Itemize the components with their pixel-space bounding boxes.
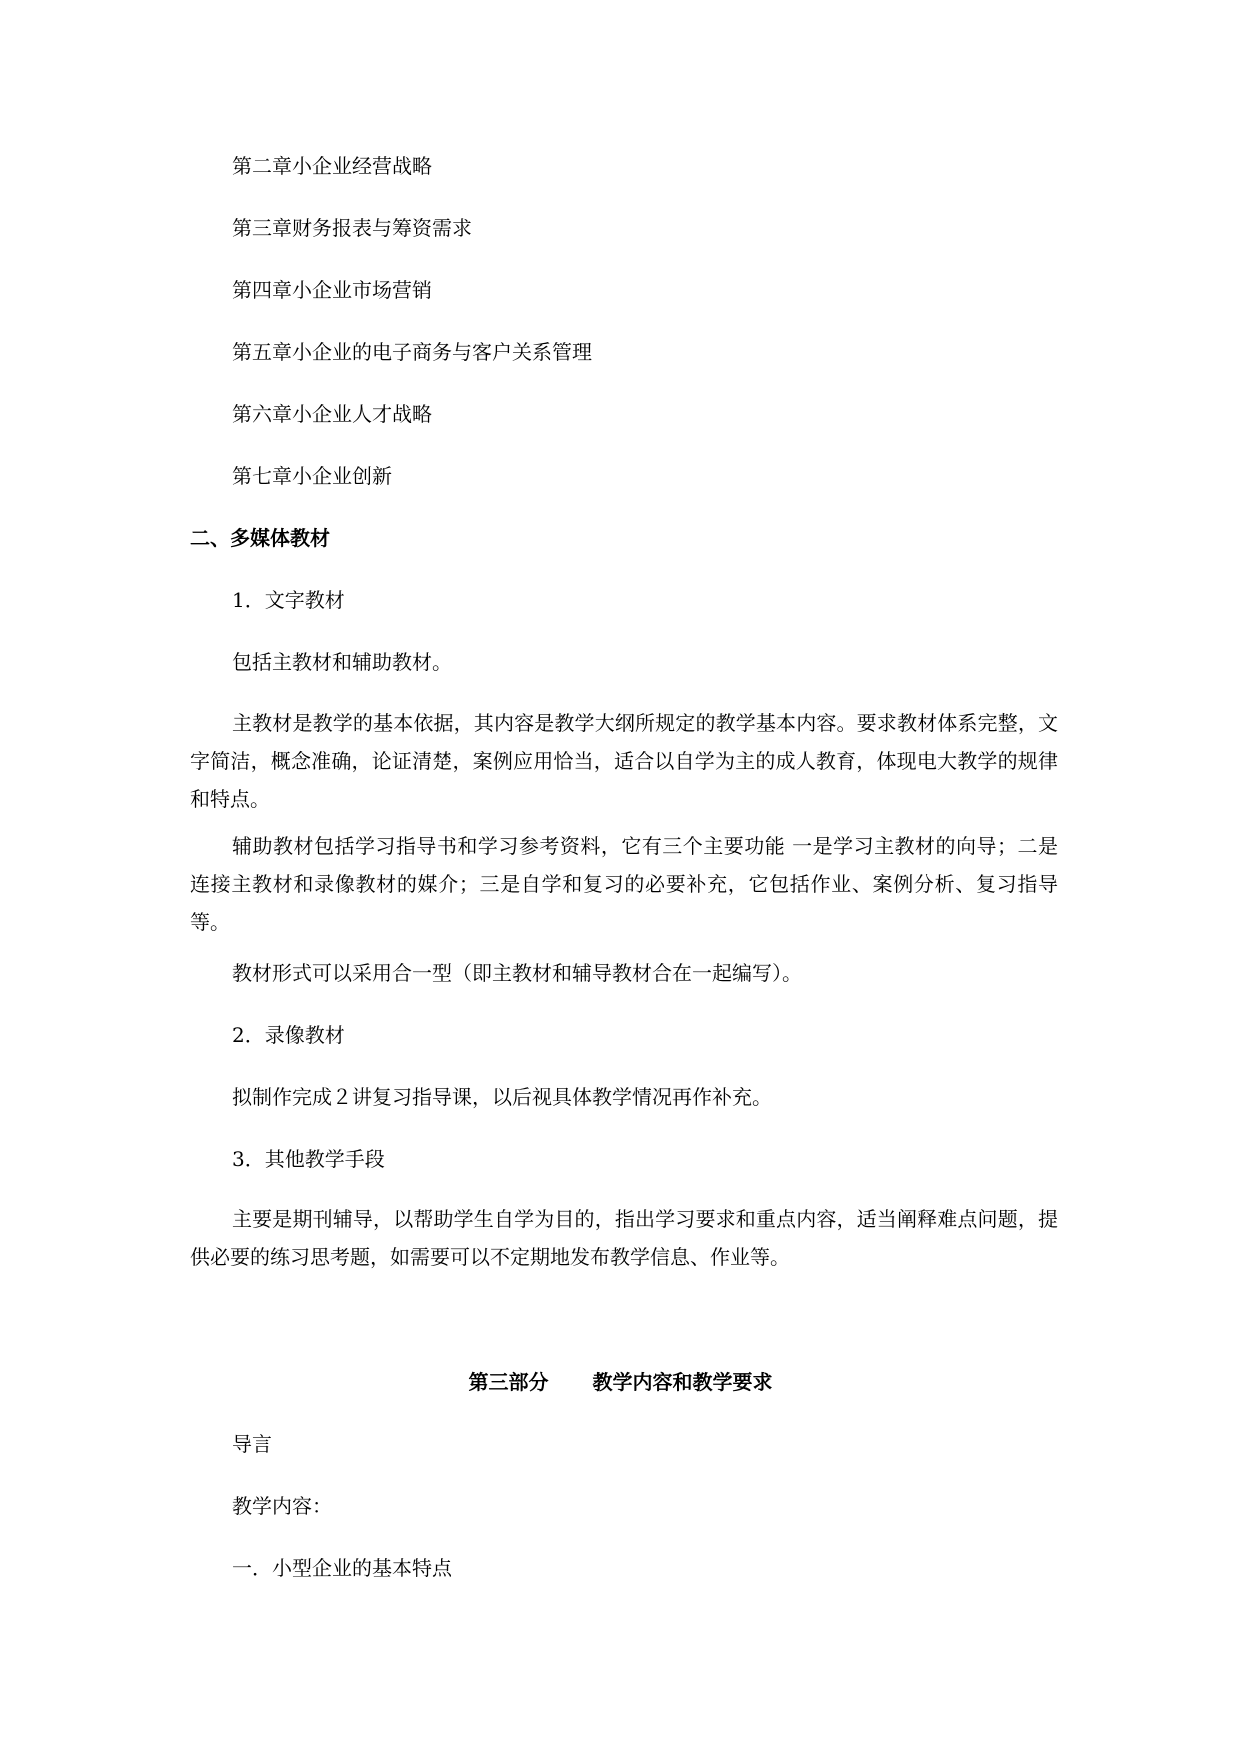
part-heading-title: 教学内容和教学要求 (592, 1370, 773, 1394)
paragraph: 拟制作完成２讲复习指导课，以后视具体教学情况再作补充。 (232, 1085, 772, 1109)
content-label: 教学内容： (232, 1494, 332, 1518)
subsection-title: 3．其他教学手段 (232, 1147, 385, 1171)
section-heading: 二、多媒体教材 (190, 526, 330, 550)
paragraph-main-textbook: 主教材是教学的基本依据，其内容是教学大纲所规定的教学基本内容。要求教材体系完整，文字简洁，概念准确，论证清楚，案例应用恰当，适合以自学为主的成人教育，体现电大教学的规律和特点。 (190, 711, 1058, 811)
intro-label: 导言 (232, 1432, 272, 1456)
chapter-line: 第四章小企业市场营销 (232, 278, 432, 302)
paragraph-aux-textbook: 辅助教材包括学习指导书和学习参考资料，它有三个主要功能 一是学习主教材的向导；二是连接主教材和录像教材的媒介；三是自学和复习的必要补充，它包括作业、案例分析、复习指导等。 (190, 834, 1058, 934)
paragraph: 包括主教材和辅助教材。 (232, 650, 452, 674)
part-heading-number: 第三部分 (468, 1370, 549, 1394)
chapter-line: 第三章财务报表与筹资需求 (232, 216, 472, 240)
chapter-line: 第七章小企业创新 (232, 464, 392, 488)
list-item: 一．小型企业的基本特点 (232, 1556, 452, 1580)
paragraph: 教材形式可以采用合一型（即主教材和辅导教材合在一起编写）。 (232, 961, 802, 985)
subsection-title: 1．文字教材 (232, 588, 345, 612)
chapter-line: 第二章小企业经营战略 (232, 154, 432, 178)
part-heading (0, 1367, 1241, 1397)
chapter-line: 第六章小企业人才战略 (232, 402, 432, 426)
paragraph-other-means: 主要是期刊辅导，以帮助学生自学为目的，指出学习要求和重点内容，适当阐释难点问题，提供必要的练习思考题，如需要可以不定期地发布教学信息、作业等。 (190, 1207, 1058, 1269)
chapter-line: 第五章小企业的电子商务与客户关系管理 (232, 340, 592, 364)
subsection-title: 2．录像教材 (232, 1023, 345, 1047)
